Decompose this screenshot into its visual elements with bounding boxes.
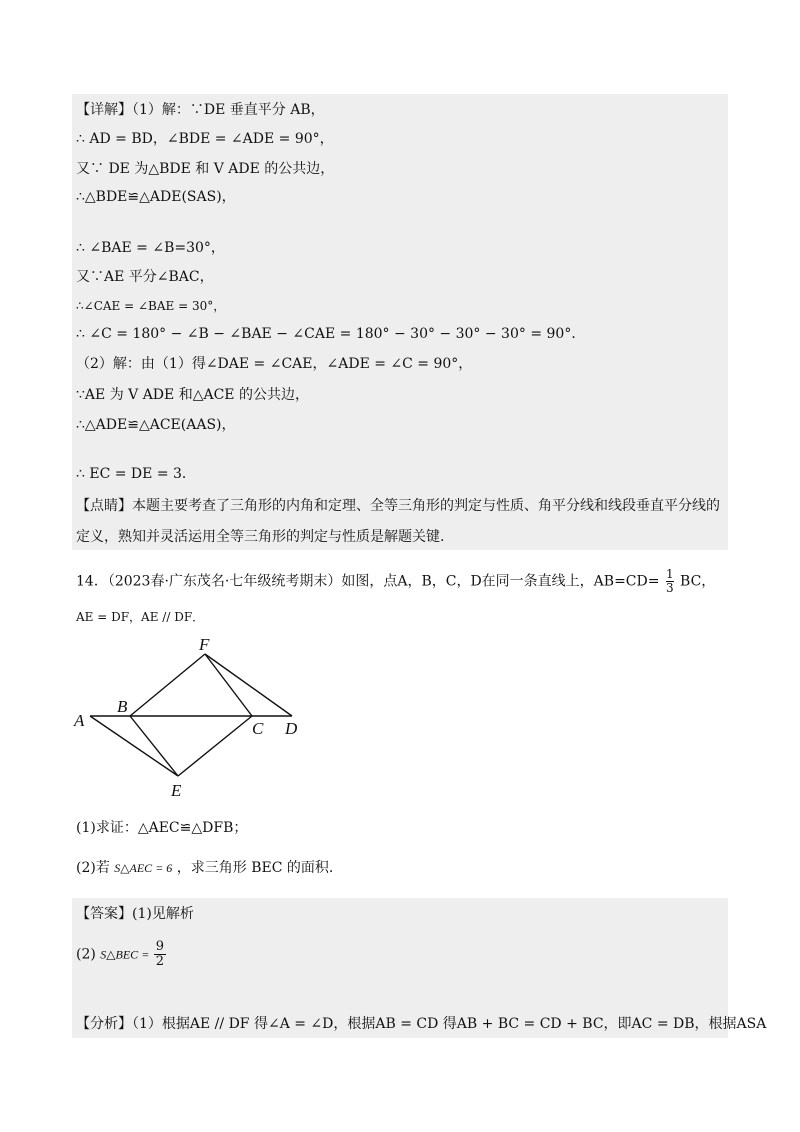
geometry-figure — [66, 634, 326, 804]
detail-line-7: ∴∠CAE = ∠BAE = 30°， — [76, 299, 226, 313]
answer-line-1: 【答案】(1)见解析 — [76, 906, 194, 922]
detail-line-3: 又∵ DE 为△BDE 和 V ADE 的公共边， — [76, 161, 335, 177]
detail-line-8: ∴ ∠C = 180° − ∠B − ∠BAE − ∠CAE = 180° − 30° − 30° − 30° = 90°． — [76, 326, 586, 342]
answer-part-2: (2) — [76, 946, 96, 963]
segment-AE — [90, 716, 178, 776]
question-2-area: S△AEC = 6 — [114, 861, 173, 875]
label-F: F — [199, 635, 210, 654]
detail-line-4: ∴△BDE≌△ADE(SAS)， — [76, 189, 236, 205]
problem-stem-tail: BC， — [680, 573, 716, 590]
label-C: C — [252, 719, 264, 738]
dianjing-line-1: 【点睛】本题主要考查了三角形的内角和定理、全等三角形的判定与性质、角平分线和线段垂直平分线的 — [76, 498, 720, 514]
answer-fraction-denominator: 2 — [155, 954, 165, 969]
detail-line-12: ∴ EC = DE = 3． — [76, 466, 196, 482]
detail-line-1: 【详解】（1）解：∵DE 垂直平分 AB， — [76, 102, 325, 118]
label-E: E — [171, 781, 182, 800]
detail-line-5: ∴ ∠BAE = ∠B=30°， — [76, 240, 225, 256]
label-B: B — [117, 697, 128, 716]
answer-line-2 — [76, 940, 166, 969]
question-2 — [76, 858, 333, 878]
dianjing-line-2: 定义，熟知并灵活运用全等三角形的判定与性质是解题关键. — [76, 529, 445, 545]
label-A: A — [74, 711, 85, 730]
answer-fraction-numerator: 9 — [155, 939, 165, 954]
problem-condition: AE = DF，AE // DF． — [76, 610, 205, 624]
detail-line-9: （2）解：由（1）得∠DAE = ∠CAE，∠ADE = ∠C = 90°， — [76, 356, 473, 372]
analysis-line-1: 【分析】（1）根据AE // DF 得∠A = ∠D，根据AB = CD 得AB + BC = CD + BC，即AC = DB，根据ASA — [76, 1016, 767, 1032]
segment-BE — [130, 716, 178, 776]
problem-stem — [76, 568, 715, 595]
segment-FD — [205, 654, 292, 716]
problem-stem-text: 14．（2023春·广东茂名·七年级统考期末）如图，点A，B，C，D在同一条直线上，AB=CD= — [76, 573, 660, 590]
detail-line-11: ∴△ADE≌△ACE(AAS)， — [76, 417, 236, 433]
detail-line-6: 又∵AE 平分∠BAC， — [76, 269, 214, 285]
fraction-denominator: 3 — [665, 581, 674, 595]
answer-fraction — [154, 940, 166, 969]
segment-BF — [130, 654, 205, 716]
segment-FC — [205, 654, 252, 716]
detail-line-2: ∴ AD = BD，∠BDE = ∠ADE = 90°， — [76, 131, 334, 147]
fraction-numerator: 1 — [665, 567, 674, 581]
question-2-prefix: (2)若 — [76, 860, 110, 876]
segment-EC — [178, 716, 252, 776]
question-2-suffix: ，求三角形 BEC 的面积. — [176, 860, 334, 876]
detail-line-10: ∵AE 为 V ADE 和△ACE 的公共边， — [76, 387, 309, 403]
question-1: (1)求证：△AEC≌△DFB； — [76, 820, 248, 836]
label-D: D — [285, 719, 298, 738]
answer-area: S△BEC = — [100, 947, 150, 962]
fraction — [666, 568, 674, 595]
